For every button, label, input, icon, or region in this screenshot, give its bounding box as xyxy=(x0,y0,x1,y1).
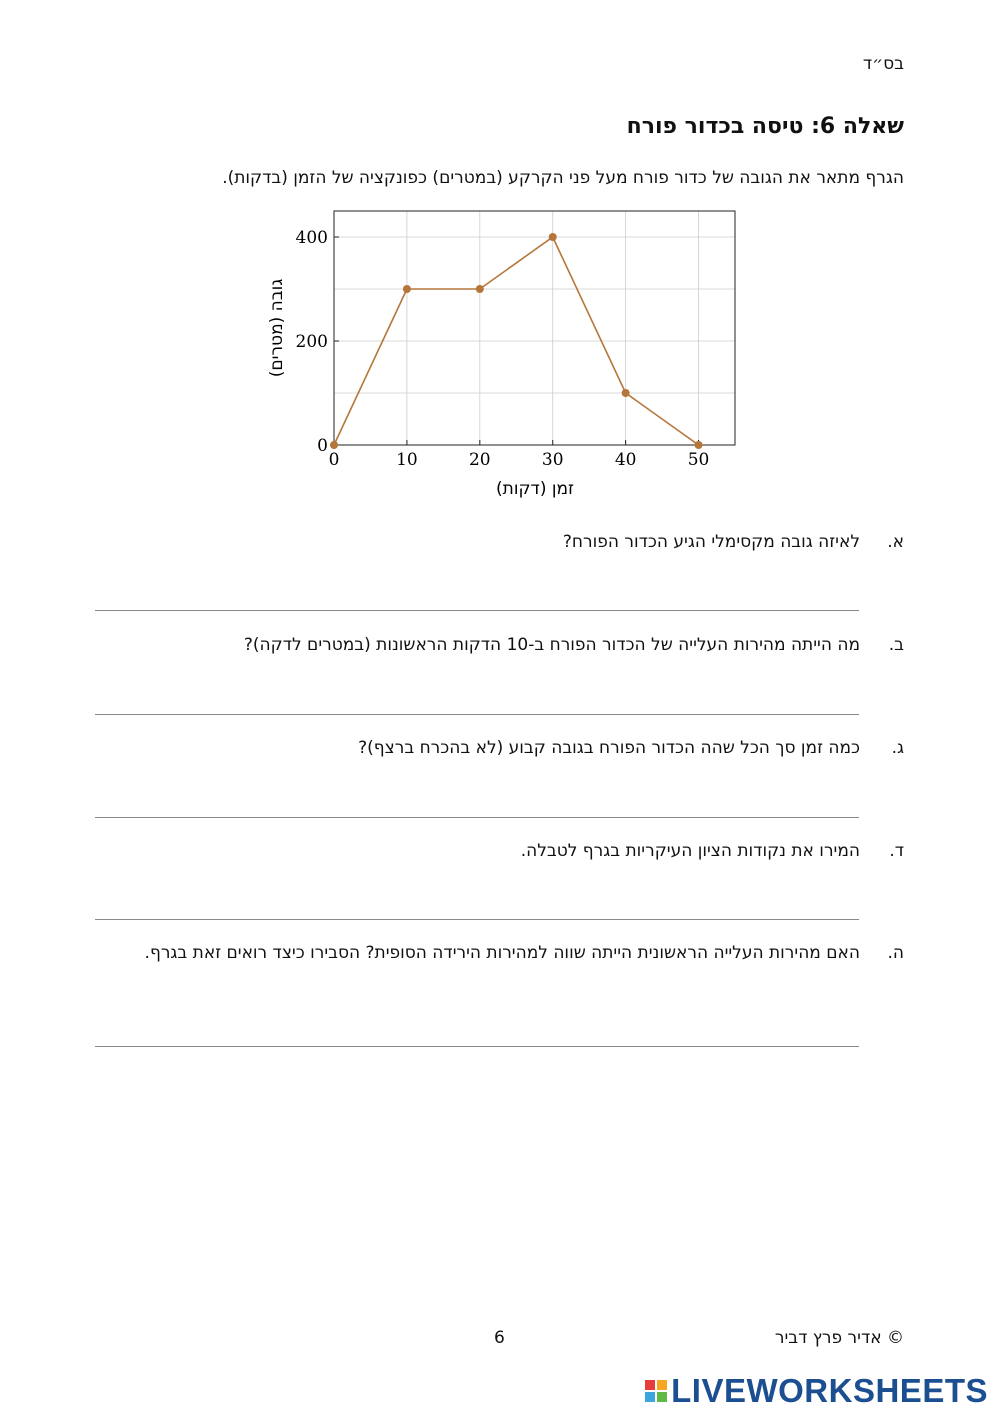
liveworksheets-logo-icon xyxy=(645,1380,667,1402)
header-note: בס״ד xyxy=(862,54,904,74)
question-text: מה הייתה מהירות העלייה של הכדור הפורח ב-10 הדקות הראשונות (במטרים לדקה)? xyxy=(243,635,860,655)
intro-text: הגרף מתאר את הגובה של כדור פורח מעל פני הקרקע (במטרים) כפונקציה של הזמן (בדקות). xyxy=(222,168,904,188)
answer-line[interactable] xyxy=(95,714,859,715)
chart-axes xyxy=(296,228,710,470)
answer-line[interactable] xyxy=(95,919,859,920)
data-point xyxy=(549,233,557,241)
logo-tile xyxy=(657,1392,667,1402)
plot-frame xyxy=(334,211,735,445)
y-axis-label: גובה (מטרים) xyxy=(267,278,287,378)
question-item xyxy=(520,839,904,864)
answer-line[interactable] xyxy=(95,817,859,818)
x-tick-label: 30 xyxy=(541,450,564,470)
logo-tile xyxy=(657,1380,667,1390)
x-tick-label: 0 xyxy=(328,450,340,470)
question-letter: ד. xyxy=(889,841,904,861)
logo-tile xyxy=(645,1380,655,1390)
x-tick-label: 50 xyxy=(687,450,710,470)
logo-tile xyxy=(645,1392,655,1402)
liveworksheets-brand[interactable] xyxy=(645,1372,988,1410)
data-point xyxy=(403,285,411,293)
chart-grid xyxy=(334,211,735,445)
data-point xyxy=(622,389,630,397)
question-text: כמה זמן סך הכל שהה הכדור הפורח בגובה קבוע (לא בהכרח ברצף)? xyxy=(358,738,860,758)
question-letter: ג. xyxy=(891,738,904,758)
x-tick-label: 20 xyxy=(468,450,491,470)
question-letter: א. xyxy=(887,532,904,552)
question-item xyxy=(562,530,904,555)
question-text: לאיזה גובה מקסימלי הגיע הכדור הפורח? xyxy=(562,532,860,552)
answer-line[interactable] xyxy=(95,610,859,611)
page-number: 6 xyxy=(494,1328,505,1348)
x-axis-label: זמן (דקות) xyxy=(496,479,574,499)
question-item xyxy=(243,633,904,658)
question-item xyxy=(358,736,904,761)
brand-wordmark: LIVEWORKSHEETS xyxy=(671,1372,988,1409)
y-tick-label: 200 xyxy=(295,332,328,352)
page-title: שאלה 6: טיסה בכדור פורח xyxy=(626,114,904,139)
question-text: המירו את נקודות הציון העיקריות בגרף לטבלה. xyxy=(520,841,860,861)
data-point xyxy=(330,441,338,449)
answer-line[interactable] xyxy=(95,1046,859,1047)
x-tick-label: 10 xyxy=(396,450,418,470)
data-point xyxy=(695,441,703,449)
question-text: האם מהירות העלייה הראשונית הייתה שווה למהירות הירידה הסופית? הסבירו כיצד רואים זאת בגרף. xyxy=(144,943,860,963)
y-tick-label: 0 xyxy=(317,436,328,456)
x-tick-label: 40 xyxy=(614,450,637,470)
question-letter: ב. xyxy=(888,635,904,655)
balloon-height-chart xyxy=(250,198,770,508)
data-point xyxy=(476,285,484,293)
question-item xyxy=(95,941,904,966)
y-tick-label: 400 xyxy=(295,228,328,248)
copyright-credit: © אדיר פרץ דביר xyxy=(774,1328,904,1348)
question-letter: ה. xyxy=(887,943,904,963)
